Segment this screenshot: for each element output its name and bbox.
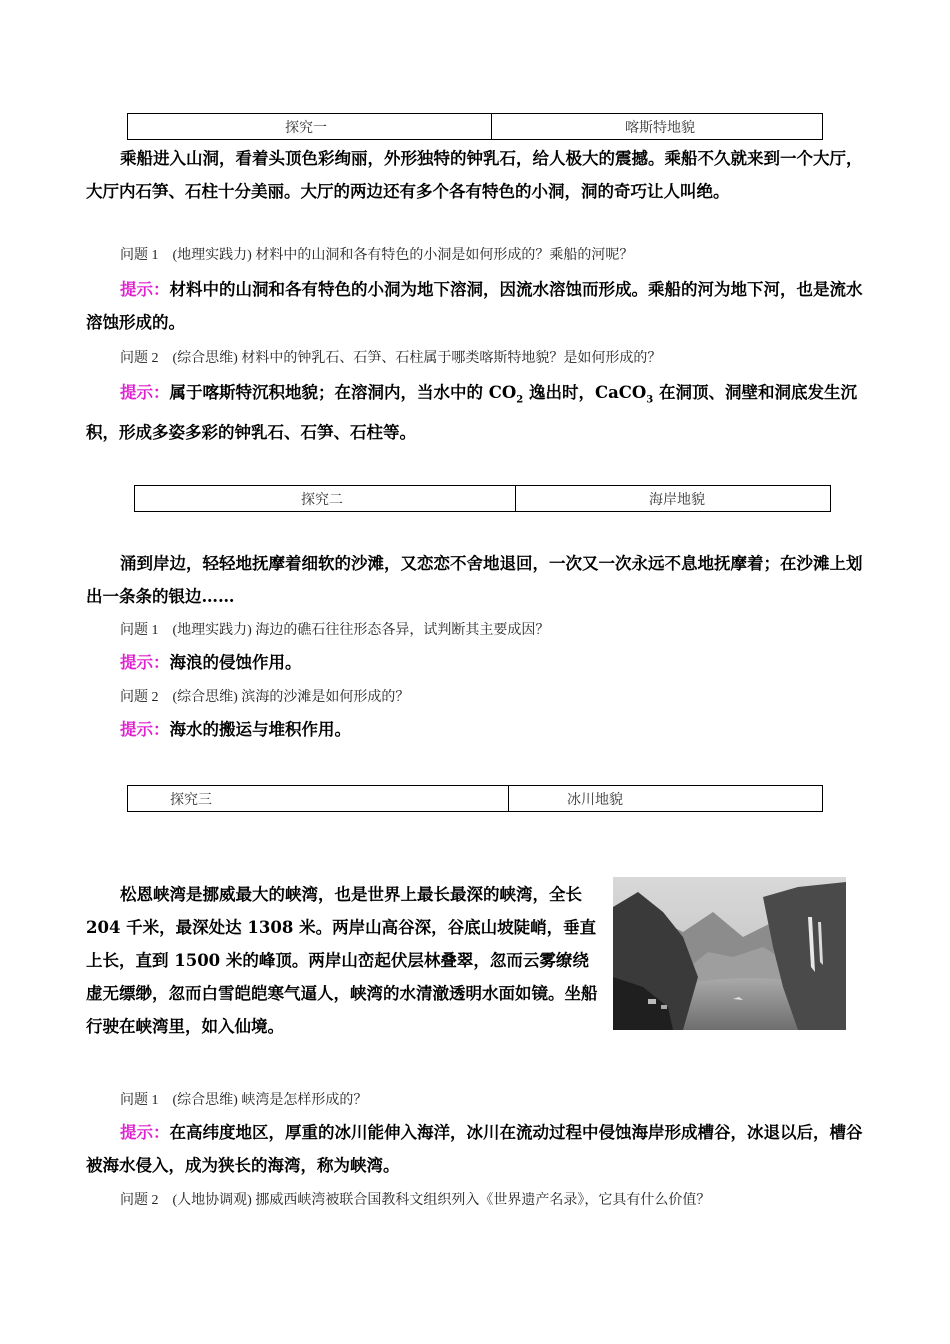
section-topic-3: 冰川地貌	[508, 786, 822, 811]
hint-2-2	[86, 713, 866, 746]
question-text: (综合思维) 材料中的钟乳石、石笋、石柱属于哪类喀斯特地貌？是如何形成的？	[172, 351, 662, 366]
question-number: 问题 2	[120, 1193, 159, 1208]
hint-text-pre: 属于喀斯特沉积地貌；在溶洞内，当水中的 CO	[169, 383, 517, 402]
hint-label: 提示：	[120, 280, 170, 299]
hint-1-1	[86, 273, 866, 339]
section-label-1: 探究一	[285, 119, 327, 136]
section-topic-1: 喀斯特地貌	[491, 114, 822, 139]
material-3: 松恩峡湾是挪威最大的峡湾，也是世界上最长最深的峡湾，全长 204 千米，最深处达 1308 米。两岸山高谷深，谷底山坡陡峭，垂直上长，直到 1500 米的峰顶。两岸山峦起伏层林叠翠，忽而云雾缭绕虚无缥缈，忽而白雪皑皑寒气逼人，峡湾的水清澈透明水面如镜。坐船行驶在峡湾里，如入仙境。	[86, 885, 598, 1036]
section-header-3	[127, 785, 823, 812]
section-topic-2: 海岸地貌	[515, 486, 830, 511]
question-text: (地理实践力) 材料中的山洞和各有特色的小洞是如何形成的？乘船的河呢？	[172, 248, 634, 263]
hint-3-1	[86, 1116, 866, 1182]
hint-text: 材料中的山洞和各有特色的小洞为地下溶洞，因流水溶蚀而形成。乘船的河为地下河，也是流水溶蚀形成的。	[86, 280, 863, 332]
hint-text-post: 在洞顶、洞壁和洞底发生沉积，形成多姿多彩的钟乳石、石笋、石柱等。	[86, 383, 858, 443]
question-number: 问题 1	[120, 248, 159, 263]
section-header-1	[127, 113, 823, 140]
hint-subscript: 2	[516, 394, 524, 406]
question-text: (综合思维) 峡湾是怎样形成的？	[172, 1093, 368, 1108]
question-number: 问题 1	[120, 1093, 159, 1108]
section-header-2	[134, 485, 831, 512]
hint-2-1	[86, 646, 866, 679]
question-number: 问题 2	[120, 351, 159, 366]
section-label-2: 探究二	[301, 491, 343, 508]
hint-1-2	[86, 376, 866, 449]
hint-text: 海水的搬运与堆积作用。	[169, 720, 351, 739]
question-1-1	[120, 244, 633, 264]
hint-text: 海浪的侵蚀作用。	[169, 653, 302, 672]
hint-subscript: 3	[646, 394, 654, 406]
question-3-1	[120, 1089, 367, 1109]
hint-text-mid: 逸出时，CaCO	[523, 383, 647, 402]
hint-label: 提示：	[120, 720, 170, 739]
question-2-1	[120, 619, 549, 639]
hint-text: 在高纬度地区，厚重的冰川能伸入海洋，冰川在流动过程中侵蚀海岸形成槽谷，冰退以后，槽谷被海水侵入，成为狭长的海湾，称为峡湾。	[86, 1123, 863, 1175]
section-label-3: 探究三	[170, 791, 212, 808]
hint-label: 提示：	[120, 1123, 170, 1142]
hint-label: 提示：	[120, 383, 170, 402]
question-1-2	[120, 347, 661, 367]
material-2: 涌到岸边，轻轻地抚摩着细软的沙滩，又恋恋不舍地退回，一次又一次永远不息地抚摩着；在沙滩上划出一条条的银边……	[86, 554, 863, 606]
question-number: 问题 2	[120, 690, 159, 705]
question-text: (综合思维) 滨海的沙滩是如何形成的？	[172, 690, 410, 705]
question-number: 问题 1	[120, 623, 159, 638]
question-3-2	[120, 1189, 710, 1209]
hint-label: 提示：	[120, 653, 170, 672]
question-text: (人地协调观) 挪威西峡湾被联合国教科文组织列入《世界遗产名录》，它具有什么价值？	[172, 1193, 711, 1208]
question-text: (地理实践力) 海边的礁石往往形态各异，试判断其主要成因？	[172, 623, 550, 638]
question-2-2	[120, 686, 409, 706]
fjord-photo-icon	[613, 877, 846, 1030]
material-1: 乘船进入山洞，看着头顶色彩绚丽，外形独特的钟乳石，给人极大的震撼。乘船不久就来到一个大厅，大厅内石笋、石柱十分美丽。大厅的两边还有多个各有特色的小洞，洞的奇巧让人叫绝。	[86, 149, 863, 201]
